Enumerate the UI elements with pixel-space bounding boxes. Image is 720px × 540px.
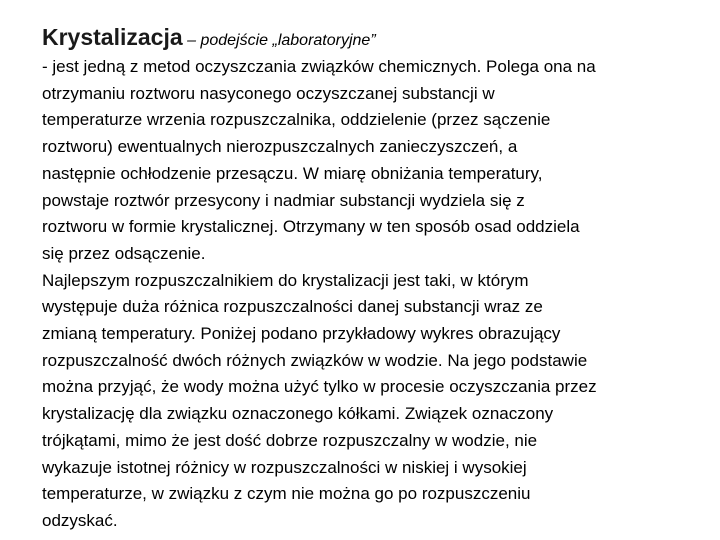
text-line: krystalizację dla związku oznaczonego kółkami. Związek oznaczony: [42, 404, 554, 424]
text-line: otrzymaniu roztworu nasyconego oczyszczanej substancji w: [42, 83, 495, 103]
text-line: roztworu) ewentualnych nierozpuszczalnych zanieczyszczeń, a: [42, 137, 518, 157]
slide-body: [42, 54, 702, 535]
text-line: rozpuszczalność dwóch różnych związków w wodzie. Na jego podstawie: [42, 350, 588, 370]
text-line: się przez odsączenie.: [42, 243, 206, 263]
text-line: odzyskać.: [42, 510, 118, 530]
text-line: trójkątami, mimo że jest dość dobrze rozpuszczalny w wodzie, nie: [42, 430, 538, 450]
text-line: występuje duża różnica rozpuszczalności danej substancji wraz ze: [42, 297, 543, 317]
text-line: roztworu w formie krystalicznej. Otrzymany w ten sposób osad oddziela: [42, 217, 580, 237]
paragraph-solvent: [42, 268, 702, 535]
text-line: powstaje roztwór przesycony i nadmiar substancji wydziela się z: [42, 190, 525, 210]
title-separator: –: [182, 32, 201, 49]
text-line: Najlepszym rozpuszczalnikiem do krystalizacji jest taki, w którym: [42, 270, 529, 290]
text-line: wykazuje istotnej różnicy w rozpuszczalności w niskiej i wysokiej: [42, 457, 527, 477]
text-line: zmianą temperatury. Poniżej podano przykładowy wykres obrazujący: [42, 324, 561, 344]
text-line: temperaturze, w związku z czym nie można go po rozpuszczeniu: [42, 484, 531, 504]
text-line: - jest jedną z metod oczyszczania związków chemicznych. Polega ona na: [42, 57, 596, 76]
title-main: Krystalizacja: [42, 24, 183, 50]
text-line: następnie ochłodzenie przesączu. W miarę obniżania temperatury,: [42, 163, 543, 183]
slide-title: [42, 22, 376, 56]
text-line: temperaturze wrzenia rozpuszczalnika, oddzielenie (przez sączenie: [42, 110, 551, 130]
title-subtitle: podejście „laboratoryjne”: [200, 32, 376, 49]
text-line: można przyjąć, że wody można użyć tylko w procesie oczyszczania przez: [42, 377, 597, 397]
paragraph-definition: [42, 54, 702, 268]
